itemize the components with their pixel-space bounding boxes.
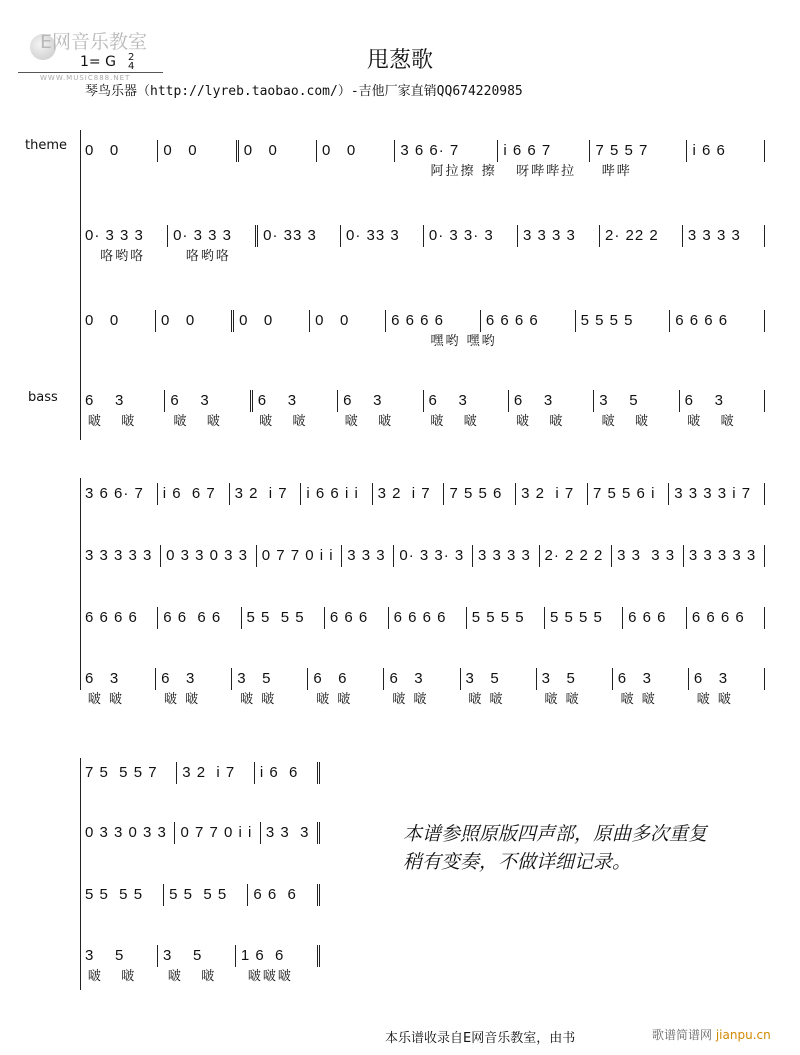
- measure: 0· 3 3· 3: [423, 225, 517, 247]
- lyric: [337, 249, 423, 265]
- measure: 5 5 5 5: [575, 310, 670, 332]
- measure: 5 5 5 5: [85, 886, 144, 903]
- lyric: [80, 164, 166, 180]
- measure: 0 3 3 0 3 3: [160, 545, 256, 567]
- note-line: 本谱参照原版四声部，原曲多次重复: [403, 823, 708, 845]
- lyric: 呀哔哔拉: [516, 164, 577, 179]
- measure: 3 6 6· 7: [394, 140, 497, 162]
- lyric: 咯哟咯: [173, 249, 231, 264]
- lyrics-row: [80, 692, 765, 708]
- measure: 2· 22 2: [599, 225, 682, 247]
- lyric: [337, 164, 423, 180]
- lyric: 哔哔: [601, 164, 632, 179]
- staff-row: [80, 390, 765, 412]
- measure: 6 6 6 6: [686, 607, 765, 629]
- measure: 6 3: [679, 390, 765, 412]
- measure: 0 0: [155, 310, 231, 332]
- measure: 3 6 6· 7: [85, 485, 144, 502]
- lyric: [251, 249, 337, 265]
- lyric: 啵 啵: [168, 969, 217, 984]
- staff-row: [80, 884, 320, 906]
- lyric: [251, 164, 337, 180]
- staff-row: [80, 140, 765, 162]
- measure: 6 6 6: [622, 607, 686, 629]
- staff-row: [80, 225, 765, 247]
- measure: 6 6 6 6: [385, 310, 480, 332]
- lyric: 啵 啵: [468, 692, 505, 707]
- lyric: 啵 啵: [601, 414, 651, 429]
- measure: 6 6 6: [324, 607, 388, 629]
- measure: 7 5 5 5 7: [85, 764, 158, 781]
- measure: 6 6 6 6: [480, 310, 575, 332]
- measure: 0· 3 3 3: [85, 227, 144, 244]
- lyric: 啵 啵: [88, 969, 137, 984]
- measure: 3 2 i 7: [229, 483, 301, 505]
- lyric: 啵 啵: [173, 414, 223, 429]
- measure: 6 3: [85, 392, 125, 409]
- staff-row: [80, 945, 320, 967]
- lyric: 阿拉擦 擦: [430, 164, 497, 179]
- measure: 6 3: [423, 390, 508, 412]
- system-bracket-line: [80, 478, 81, 690]
- measure: 6 3: [250, 390, 337, 412]
- staff-row: [80, 668, 765, 690]
- lyrics-row: [80, 969, 320, 985]
- lyric: [679, 249, 765, 265]
- measure: 6 6 6 6: [388, 607, 466, 629]
- measure: 6 3: [612, 668, 688, 690]
- measure: 3 5: [85, 947, 125, 964]
- measure: i 6 6: [686, 140, 765, 162]
- lyric: [508, 249, 594, 265]
- measure: 3 3 3 3 3: [85, 547, 153, 564]
- lyric: [337, 334, 423, 350]
- measure: 3 5: [593, 390, 678, 412]
- lyric: [679, 164, 765, 180]
- lyric: [166, 164, 252, 180]
- page-title: 甩葱歌: [366, 48, 433, 73]
- staff-row: [80, 607, 765, 629]
- lyric: 啵 啵: [392, 692, 429, 707]
- measure: 3 2 i 7: [176, 762, 254, 784]
- measure: 7 5 5 7: [589, 140, 686, 162]
- measure: 5 5 5 5: [163, 884, 247, 906]
- watermark-cn: 歌谱简谱网: [652, 1028, 713, 1042]
- lyrics-row: [80, 164, 765, 180]
- lyric: 啵 啵: [344, 414, 394, 429]
- measure: 0 0: [157, 140, 235, 162]
- measure: 3 2 i 7: [372, 483, 444, 505]
- lyrics-row: [80, 334, 765, 350]
- lyric: [423, 249, 509, 265]
- measure: 6 3: [155, 668, 231, 690]
- measure: 0 0: [316, 140, 394, 162]
- measure: 6 6: [307, 668, 383, 690]
- key-signature: 1= G: [80, 54, 116, 70]
- measure: 0· 3 3· 3: [393, 545, 472, 567]
- measure: 0 0: [85, 142, 120, 159]
- staff-row: [80, 822, 320, 844]
- label-bass: bass: [28, 390, 58, 405]
- measure: 3 3 3 3 3: [683, 545, 765, 567]
- measure: 5 5 5 5: [466, 607, 544, 629]
- watermark-en: jianpu.cn: [715, 1028, 771, 1042]
- lyric: [594, 334, 680, 350]
- measure: 3 5: [536, 668, 612, 690]
- measure: 5 5 5 5: [544, 607, 622, 629]
- measure: 0 0: [231, 310, 309, 332]
- measure: 0· 33 3: [340, 225, 423, 247]
- measure: 6 3: [85, 670, 120, 687]
- measure: 6 6 6: [247, 884, 320, 906]
- logo-text: E网音乐教室: [40, 31, 148, 53]
- watermark: [652, 1026, 771, 1043]
- measure: 0 0: [85, 312, 120, 329]
- time-top: 2: [128, 52, 135, 63]
- measure: 3 3 3 3: [682, 225, 765, 247]
- lyric: 啵 啵: [240, 692, 277, 707]
- measure: 0 7 7 0 i i: [256, 545, 342, 567]
- lyric: 啵 啵: [164, 692, 201, 707]
- measure: 3 5: [157, 945, 235, 967]
- measure: 6 3: [383, 668, 459, 690]
- lyric: 咯哟咯: [88, 249, 146, 264]
- measure: 0· 3 3 3: [167, 225, 255, 247]
- measure: 3 3 3 3 i 7: [668, 483, 765, 505]
- footer-text: 本乐谱收录自E网音乐教室，由书: [385, 1031, 576, 1046]
- subtitle: 琴鸟乐器（http://lyreb.taobao.com/）-吉他厂家直销QQ674220985: [85, 84, 523, 99]
- measure: 6 3: [508, 390, 593, 412]
- measure: i 6 6 7: [157, 483, 229, 505]
- lyric: 啵 啵: [516, 414, 565, 429]
- staff-row: [80, 762, 320, 784]
- lyric: 啵 啵: [259, 414, 308, 429]
- note-line: 稍有变奏，不做详细记录。: [403, 851, 632, 873]
- measure: 3 5: [231, 668, 307, 690]
- measure: 6 6 6 6: [669, 310, 765, 332]
- lyrics-row: [80, 414, 765, 430]
- measure: 3 2 i 7: [515, 483, 587, 505]
- lyrics-row: [80, 249, 765, 265]
- lyric: 啵 啵: [544, 692, 581, 707]
- measure: i 6 6 7: [497, 140, 589, 162]
- measure: 3 3 3: [341, 545, 393, 567]
- measure: 6 3: [164, 390, 249, 412]
- lyric: 啵 啵: [316, 692, 353, 707]
- measure: i 6 6 i i: [300, 483, 371, 505]
- measure: 3 3 3 3: [517, 225, 599, 247]
- lyric: 啵 啵: [88, 692, 125, 707]
- lyric: 啵 啵: [687, 414, 736, 429]
- measure: 5 5 5 5: [241, 607, 324, 629]
- measure: 6 3: [337, 390, 422, 412]
- measure: 7 5 5 6 i: [587, 483, 668, 505]
- performance-note: [403, 820, 707, 876]
- measure: 3 3 3: [260, 822, 320, 844]
- measure: 0· 33 3: [255, 225, 340, 247]
- measure: 3 5: [460, 668, 536, 690]
- staff-row: [80, 545, 765, 567]
- measure: 7 5 5 6: [443, 483, 515, 505]
- lyric: 啵 啵: [88, 414, 137, 429]
- lyric: [251, 334, 337, 350]
- measure: 6 6 6 6: [157, 607, 240, 629]
- lyric: 嘿哟 嘿哟: [430, 334, 497, 349]
- lyric: [508, 334, 594, 350]
- measure: 0 0: [236, 140, 316, 162]
- staff-row: [80, 310, 765, 332]
- lyric: 啵 啵: [430, 414, 479, 429]
- lyric: 啵啵啵: [248, 969, 294, 984]
- staff-row: [80, 483, 765, 505]
- lyric: [80, 334, 166, 350]
- lyric: [166, 334, 252, 350]
- label-theme: theme: [25, 138, 67, 153]
- measure: 3 3 3 3: [472, 545, 539, 567]
- measure: 6 3: [688, 668, 765, 690]
- lyric: [679, 334, 765, 350]
- measure: 2· 2 2 2: [539, 545, 612, 567]
- lyric: [594, 249, 680, 265]
- measure: 0 0: [309, 310, 385, 332]
- measure: 0 7 7 0 i i: [174, 822, 259, 844]
- measure: 3 3 3 3: [611, 545, 683, 567]
- lyric: 啵 啵: [696, 692, 734, 707]
- lyric: 啵 啵: [620, 692, 657, 707]
- measure: 1 6 6: [235, 945, 320, 967]
- site-url: WWW.MUSIC888.NET: [40, 74, 131, 82]
- time-bottom: 4: [128, 61, 135, 72]
- measure: 0 3 3 0 3 3: [85, 824, 167, 841]
- measure: i 6 6: [254, 762, 320, 784]
- measure: 6 6 6 6: [85, 609, 138, 626]
